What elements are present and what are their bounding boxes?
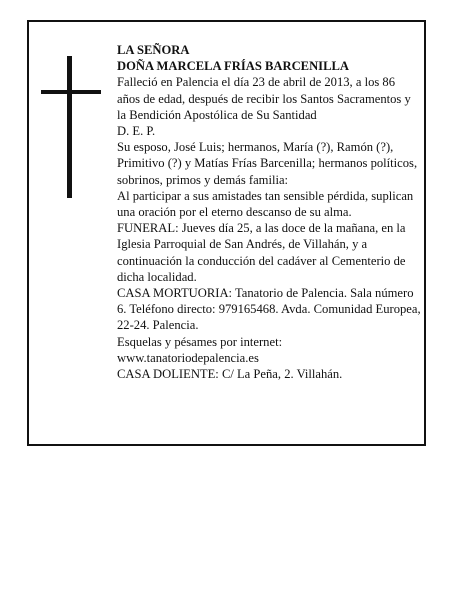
obituary-text (117, 42, 421, 382)
family-list: Su esposo, José Luis; hermanos, María (?), Ramón (?), Primitivo (?) y Matías Frías Barcenilla; hermanos políticos, sobrinos, primos y demás familia: (117, 140, 418, 187)
internet-notice: Esquelas y pésames por internet: (117, 334, 283, 349)
deceased-name: DOÑA MARCELA FRÍAS BARCENILLA (117, 59, 349, 74)
dep-line: D. E. P. (117, 124, 156, 139)
cross-horizontal-bar (41, 90, 101, 94)
cross-icon (41, 56, 101, 198)
death-announcement: Falleció en Palencia el día 23 de abril de 2013, a los 86 años de edad, después de recibir los Santos Sacramentos y la Bendición Apostólica de Su Santidad (117, 75, 411, 122)
funeral-info: FUNERAL: Jueves día 25, a las doce de la mañana, en la Iglesia Parroquial de San Andrés, de Villahán, y a continuación la conducción del cadáver al Cementerio de dicha localidad. (117, 221, 406, 284)
website-url: www.tanatoriodepalencia.es (117, 350, 259, 365)
grieving-home: CASA DOLIENTE: C/ La Peña, 2. Villahán. (117, 367, 343, 382)
prayer-request: Al participar a sus amistades tan sensible pérdida, suplican una oración por el eterno descanso de su alma. (117, 188, 414, 220)
mortuary-info: CASA MORTUORIA: Tanatorio de Palencia. Sala número 6. Teléfono directo: 979165468. Avda. Comunidad Europea, 22-24. Palencia. (117, 286, 421, 333)
cross-vertical-bar (67, 56, 72, 198)
header-title: LA SEÑORA (117, 43, 190, 57)
obituary-frame (27, 20, 426, 446)
